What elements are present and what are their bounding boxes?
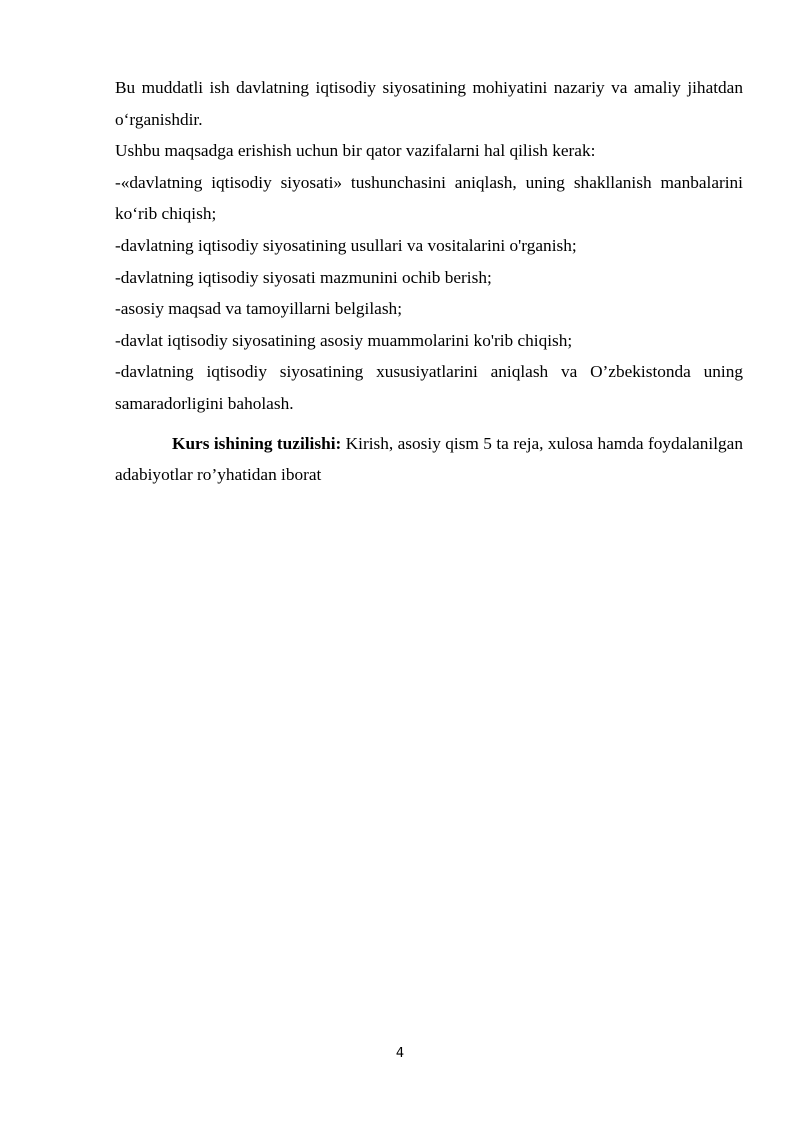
list-item-task-4: -asosiy maqsad va tamoyillarni belgilash; bbox=[115, 299, 402, 319]
list-item-task-6: -davlatning iqtisodiy siyosatining xususiyatlarini aniqlash va O’zbekistonda uning samaradorligini baholash. bbox=[115, 362, 743, 413]
paragraph-structure bbox=[115, 428, 743, 491]
list-item-task-5: -davlat iqtisodiy siyosatining asosiy muammolarini ko'rib chiqish; bbox=[115, 330, 573, 350]
structure-label: Kurs ishining tuzilishi: bbox=[172, 433, 342, 453]
list-item-task-1: -«davlatning iqtisodiy siyosati» tushunchasini aniqlash, uning shakllanish manbalarini ko‘rib chiqish; bbox=[115, 172, 743, 224]
page-number: 4 bbox=[395, 1046, 405, 1061]
body-text bbox=[115, 72, 743, 491]
structure-text: Kirish, asosiy qism 5 ta reja, xulosa hamda foydalanilgan adabiyotlar ro’yhatidan iborat bbox=[115, 433, 743, 485]
paragraph-purpose: Bu muddatli ish davlatning iqtisodiy siyosatining mohiyatini nazariy va amaliy jihatdan o‘rganishdir. bbox=[115, 78, 743, 129]
list-item-task-2: -davlatning iqtisodiy siyosatining usullari va vositalarini o'rganish; bbox=[115, 235, 577, 255]
paragraph-tasks-intro: Ushbu maqsadga erishish uchun bir qator vazifalarni hal qilish kerak: bbox=[115, 141, 596, 161]
list-item-task-3: -davlatning iqtisodiy siyosati mazmunini ochib berish; bbox=[115, 267, 492, 287]
